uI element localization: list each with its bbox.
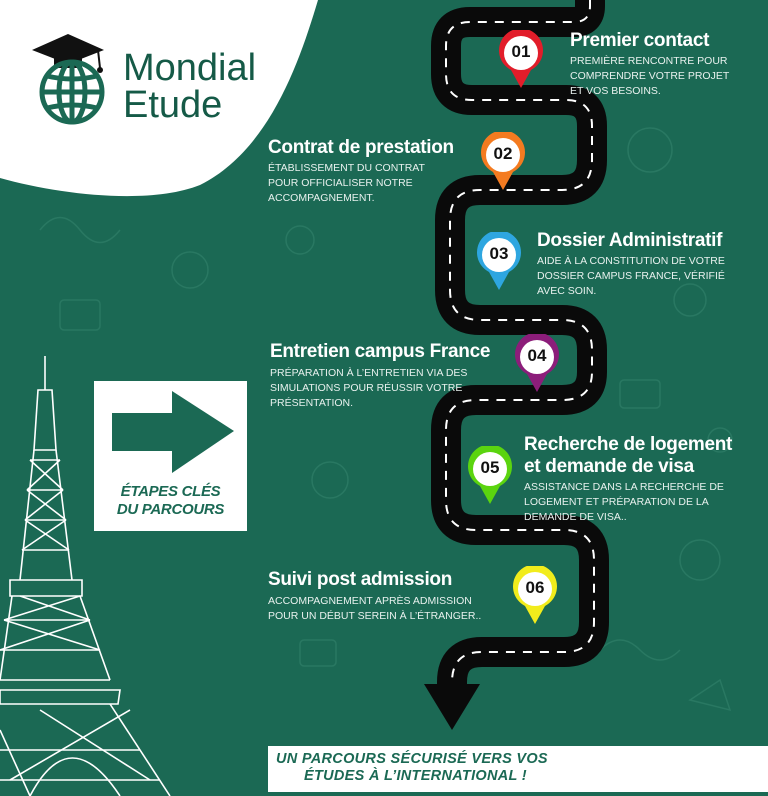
right-arrow-icon bbox=[112, 391, 234, 473]
step-05-number: 05 bbox=[480, 458, 500, 477]
step-02-description: ÉTABLISSEMENT DU CONTRAT POUR OFFICIALISER NOTRE ACCOMPAGNEMENT. bbox=[268, 162, 425, 204]
step-02-title: Contrat de prestation bbox=[268, 137, 454, 158]
sign-text-line2: DU PARCOURS bbox=[116, 501, 225, 518]
step-06-number: 06 bbox=[525, 578, 545, 597]
step-03-title: Dossier Administratif bbox=[537, 230, 723, 251]
step-03-number: 03 bbox=[489, 244, 509, 263]
step-05-title: Recherche de logement et demande de visa bbox=[524, 434, 733, 477]
road-arrow-icon bbox=[424, 684, 480, 730]
banner-line1: UN PARCOURS SÉCURISÉ VERS VOS bbox=[276, 751, 548, 767]
step-06-title: Suivi post admission bbox=[268, 569, 453, 590]
step-02-number: 02 bbox=[493, 144, 513, 163]
step-05-description: ASSISTANCE DANS LA RECHERCHE DE LOGEMENT ET PRÉPARATION DE LA DEMANDE DE VISA.. bbox=[524, 481, 724, 523]
bottom-banner bbox=[268, 746, 768, 792]
etapes-sign bbox=[94, 381, 247, 531]
step-04-description: PRÉPARATION À L’ENTRETIEN VIA DES SIMULATIONS POUR RÉUSSIR VOTRE PRÉSENTATION. bbox=[270, 367, 468, 409]
banner-line2: ÉTUDES À L’INTERNATIONAL ! bbox=[304, 768, 527, 784]
sign-text-line1: ÉTAPES CLÉS bbox=[120, 483, 221, 500]
step-01-description: PREMIÈRE RENCONTRE POUR COMPRENDRE VOTRE PROJET ET VOS BESOINS. bbox=[570, 55, 730, 97]
step-06-description: ACCOMPAGNEMENT APRÈS ADMISSION POUR UN DÉBUT SEREIN À L’ÉTRANGER.. bbox=[268, 595, 482, 622]
step-03-description: AIDE À LA CONSTITUTION DE VOTRE DOSSIER CAMPUS FRANCE, VÉRIFIÉ AVEC SOIN. bbox=[537, 255, 725, 297]
step-01-number: 01 bbox=[511, 42, 531, 61]
step-04-number: 04 bbox=[527, 346, 547, 365]
step-01-title: Premier contact bbox=[570, 30, 710, 51]
brand-name-line1: Mondial bbox=[123, 47, 257, 89]
brand-name-line2: Etude bbox=[123, 84, 223, 126]
step-04-title: Entretien campus France bbox=[270, 341, 491, 362]
